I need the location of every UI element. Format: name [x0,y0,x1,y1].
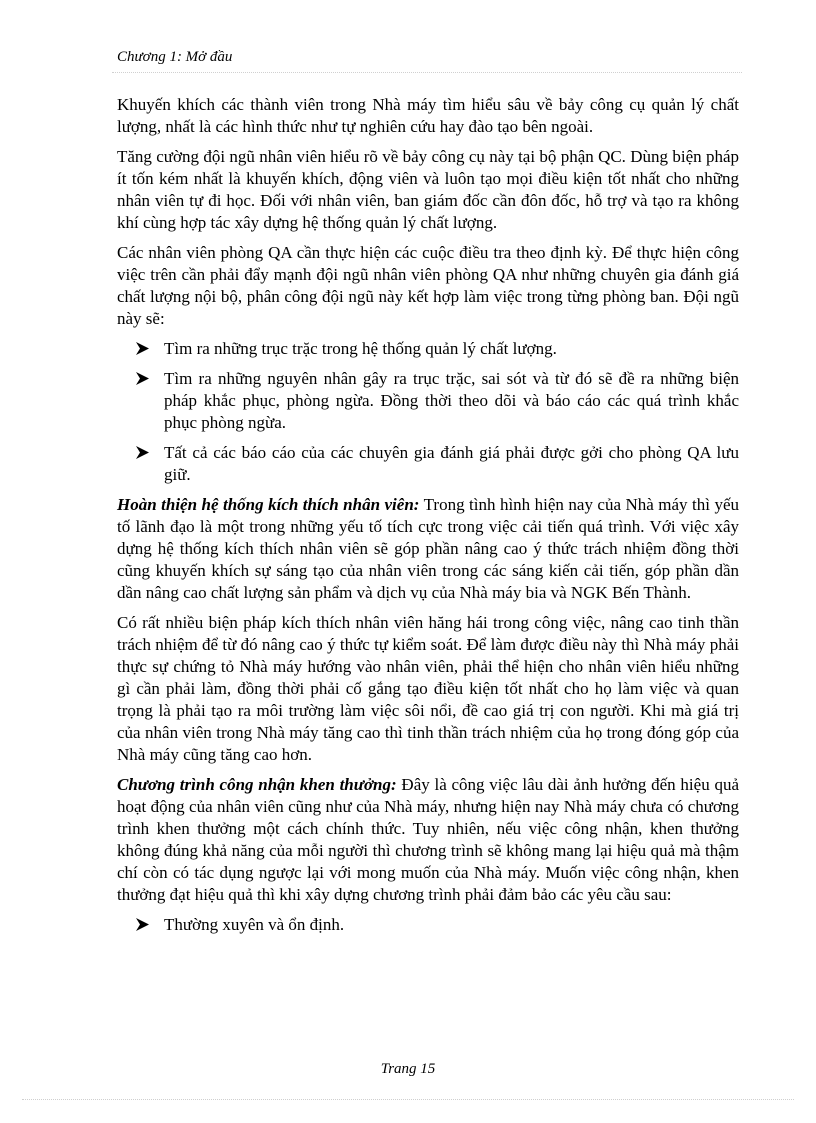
section-lead-incentive: Hoàn thiện hệ thống kích thích nhân viên: [117,495,420,514]
page-number: Trang 15 [380,1061,436,1077]
list-item [117,914,739,936]
paragraph-recognition-program [117,774,739,906]
arrowhead-bullet-icon [135,368,157,390]
section-lead-recognition: Chương trình công nhận khen thưởng: [117,775,397,794]
list-item [117,442,739,486]
recognition-requirement-list [117,914,739,936]
arrowhead-bullet-icon [135,914,157,936]
paragraph-recognition-text: Đây là công việc lâu dài ảnh hưởng đến hiệu quả hoạt động của nhân viên cũng như của Nhà máy, nhưng hiện nay Nhà máy chưa có chương trình khen thưởng một cách chính thức. Tuy nhiên, nếu việc công nhận, khen thưởng không đúng khả năng của mỗi người thì chương trình sẽ không mang lại hiệu quả mà thậm chí còn có tác dụng ngược lại với mong muốn của Nhà máy. Muốn việc công nhận, khen thưởng đạt hiệu quả thì khi xây dựng chương trình phải đảm bảo các yêu cầu sau: [117,775,739,904]
paragraph-qc-staff: Tăng cường đội ngũ nhân viên hiểu rõ về bảy công cụ này tại bộ phận QC. Dùng biện pháp ít tốn kém nhất là khuyến khích, động viên và luôn tạo mọi điều kiện tốt nhất cho những nhân viên tự đi học. Đối với nhân viên, ban giám đốc cần đôn đốc, hỗ trợ và tạo ra không khí cùng hợp tác xây dựng hệ thống quản lý chất lượng. [117,147,739,232]
document-body [117,94,739,944]
list-item-text: Tất cả các báo cáo của các chuyên gia đánh giá phải được gởi cho phòng QA lưu giữ. [164,443,739,484]
list-item-text: Tìm ra những nguyên nhân gây ra trục trặc, sai sót và từ đó sẽ đề ra những biện pháp khắc phục, phòng ngừa. Đồng thời theo dõi và báo cáo các quá trình khắc phục phòng ngừa. [164,369,739,432]
paragraph-incentive-text: Trong tình hình hiện nay của Nhà máy thì yếu tố lãnh đạo là một trong những yếu tố tích cực trong việc cải tiến quá trình. Với việc xây dựng hệ thống kích thích nhân viên sẽ góp phần nâng cao ý thức trách nhiệm đồng thời cũng khuyến khích sự sáng tạo của nhân viên trong các sáng kiến cải tiến, góp phần dần dần nâng cao chất lượng sản phẩm và dịch vụ của Nhà máy bia và NGK Bến Thành. [117,495,739,602]
running-header: Chương 1: Mở đầu [117,49,233,65]
paragraph-training: Khuyến khích các thành viên trong Nhà máy tìm hiểu sâu về bảy công cụ quản lý chất lượng, nhất là các hình thức như tự nghiên cứu hay đào tạo bên ngoài. [117,95,739,136]
paragraph-incentive-system [117,494,739,604]
list-item [117,368,739,434]
arrowhead-bullet-icon [135,442,157,464]
paragraph-qa-audits: Các nhân viên phòng QA cần thực hiện các cuộc điều tra theo định kỳ. Để thực hiện công việc trên cần phải đẩy mạnh đội ngũ nhân viên phòng QA như những chuyên gia đánh giá chất lượng nội bộ, phân công đội ngũ này kết hợp làm việc trong từng phòng ban. Đội ngũ này sẽ: [117,243,739,328]
list-item-text: Thường xuyên và ổn định. [164,915,345,934]
list-item-text: Tìm ra những trục trặc trong hệ thống quản lý chất lượng. [164,339,557,358]
footer-divider [22,1099,794,1100]
arrowhead-bullet-icon [135,338,157,360]
audit-task-list [117,338,739,486]
list-item [117,338,739,360]
header-divider [112,72,742,73]
paragraph-motivation-measures: Có rất nhiều biện pháp kích thích nhân viên hăng hái trong công việc, nâng cao tinh thần trách nhiệm để từ đó nâng cao ý thức tự kiểm soát. Để làm được điều này thì Nhà máy phải thực sự chứng tỏ Nhà máy hướng vào nhân viên, phải thể hiện cho nhân viên hiểu những gì cần phải làm, đồng thời phải cố gắng tạo điều kiện tốt nhất cho họ làm việc và quan trọng là phải tạo ra môi trường làm việc sôi nổi, đề cao giá trị con người. Khi mà giá trị của nhân viên trong Nhà máy tăng cao thì tinh thần trách nhiệm của họ trong đóng góp của Nhà máy cũng tăng cao hơn. [117,613,739,764]
